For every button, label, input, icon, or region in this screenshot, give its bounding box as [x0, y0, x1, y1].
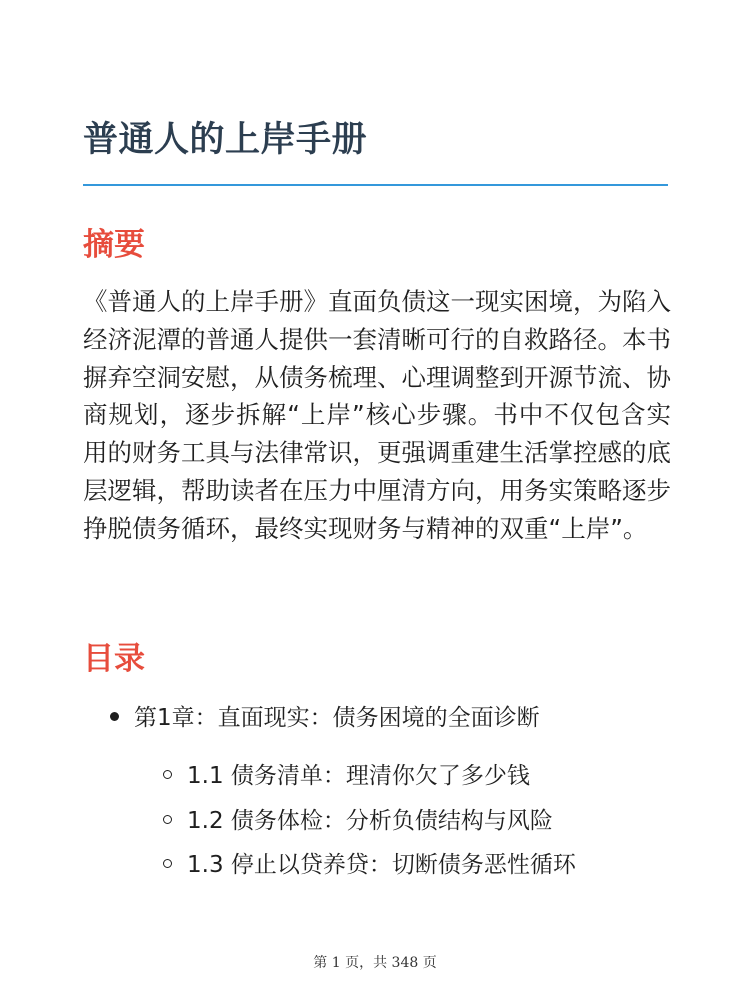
abstract-heading: 摘要	[83, 227, 145, 263]
toc-section-label: 1.3 停止以贷养贷：切断债务恶性循环	[187, 852, 576, 878]
bullet-circle-icon	[163, 815, 172, 824]
page-number-footer: 第 1 页，共 348 页	[313, 955, 437, 971]
title-divider	[83, 184, 668, 186]
document-title: 普通人的上岸手册	[83, 120, 368, 160]
bullet-circle-icon	[163, 770, 172, 779]
abstract-paragraph: 《普通人的上岸手册》直面负债这一现实困境，为陷入经济泥潭的普通人提供一套清晰可行的自救路径。本书摒弃空洞安慰，从债务梳理、心理调整到开源节流、协商规划，逐步拆解“上岸”核心步骤。书中不仅包含实用的财务工具与法律常识，更强调重建生活掌控感的底层逻辑，帮助读者在压力中厘清方向，用务实策略逐步挣脱债务循环，最终实现财务与精神的双重“上岸”。	[83, 287, 671, 543]
toc-section-label: 1.1 债务清单：理清你欠了多少钱	[187, 763, 530, 789]
toc-section-item	[163, 799, 576, 844]
toc-section-item	[163, 754, 576, 799]
toc-section-item	[163, 843, 576, 888]
toc-section-list	[163, 754, 576, 888]
toc-section-label: 1.2 债务体检：分析负债结构与风险	[187, 807, 553, 834]
bullet-circle-icon	[163, 859, 172, 868]
toc-chapter-label: 第1章：直面现实：债务困境的全面诊断	[134, 705, 540, 731]
bullet-dot-icon	[110, 712, 119, 721]
toc-heading: 目录	[83, 641, 145, 677]
toc-chapter-1	[110, 700, 540, 736]
